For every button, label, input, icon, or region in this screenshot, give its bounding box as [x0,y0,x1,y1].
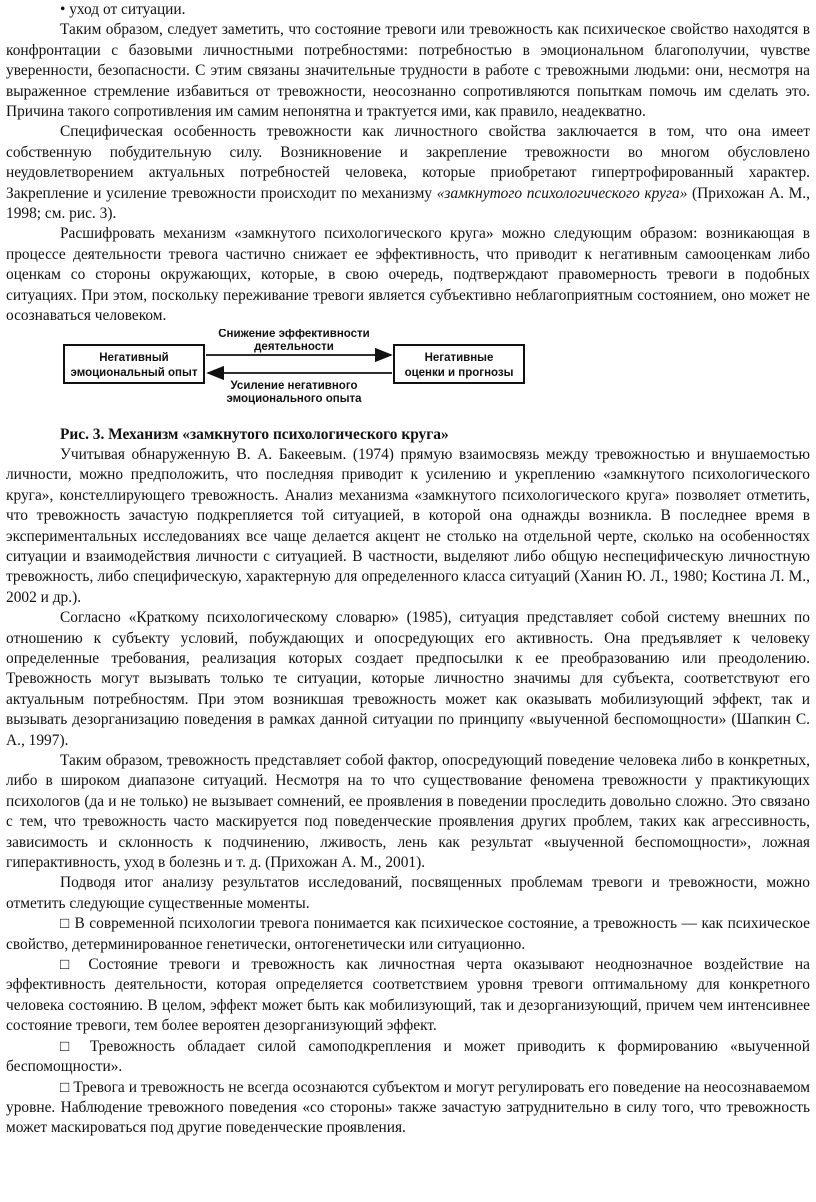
body-text [6,0,810,1139]
top-arrow-label-2: деятельности [254,340,334,353]
list-item: □ Тревожность обладает силой самоподкрепления и может приводить к формированию «выученной беспомощности». [6,1037,810,1076]
paragraph [6,122,810,224]
list-item: □ Состояние тревоги и тревожность как личностная черта оказывают неоднозначное воздействие на эффективность деятельности, которая определяется соответствием уровня тревоги оптимальному для конкретного человека состоянию. В целом, эффект может быть как мобилизующий, так и дезорганизующий, причем чем интенсивнее состояние тревоги, тем более вероятен дезорганизующий эффект. [6,956,810,1035]
paragraph: Таким образом, следует заметить, что состояние тревоги или тревожность как психическое свойство находятся в конфронтации с базовыми личностными потребностями: потребностью в эмоциональном благополучии, чувстве уверенности, безопасности. С этим связаны значительные трудности в работе с тревожными людьми: они, несмотря на выраженное стремление избавиться от тревожности, неосознанно сопротивляются попыткам помочь им сделать это. Причина такого сопротивления им самим непонятна и трактуется ими, как правило, неадекватно. [6,21,810,121]
bullet-item: • уход от ситуации. [60,1,186,18]
italic-term: «замкнутого психологического круга» [436,184,688,202]
paragraph: Согласно «Краткому психологическому словарю» (1985), ситуация представляет собой систему внешних по отношению к субъекту условий, побуждающих и опосредующих его активность. Она предъявляет к человеку определенные требования, реализация которых создает предпосылки к ее преобразованию или преодолению. Тревожность могут вызывать только те ситуации, которые личностно значимы для субъекта, соответствуют его актуальным потребностям. При этом возникшая тревожность может как оказывать мобилизующий эффект, так и вызывать дезорганизацию поведения в рамках данной ситуации по принципу «выученной беспомощности» (Шапкин С. А., 1997). [6,609,810,749]
paragraph: Таким образом, тревожность представляет собой фактор, опосредующий поведение человека либо в конкретных, либо в широком диапазоне ситуаций. Несмотря на то что существование феномена тревожности у практикующих психологов (да и не только) не вызывает сомнений, ее проявления в поведении проследить довольно сложно. Это связано с тем, что тревожность часто маскируется под поведенческие проявления других проблем, таких как агрессивность, зависимость и склонность к подчинению, лживость, лень как результат «выученной беспомощности», ложная гиперактивность, уход в болезнь и т. д. (Прихожан А. М., 2001). [6,752,810,872]
figure-diagram [6,329,810,425]
paragraph: Подводя итог анализу результатов исследований, посвященных проблемам тревоги и тревожности, можно отметить следующие существенные моменты. [6,874,810,912]
paragraph: Учитывая обнаруженную В. А. Бакеевым. (1974) прямую взаимосвязь между тревожностью и внушаемостью личности, можно предположить, что последняя приводит к усилению и укреплению «замкнутого психологического круга», констеллирующего тревожность. Анализ механизма «замкнутого психологического круга» позволяет отметить, что тревожность зачастую подкрепляется той ситуацией, в которой она однажды возникла. В последнее время в экспериментальных исследованиях все чаще делается акцент не столько на отдельной черте, сколько на особенностях ситуации и взаимодействия личности с ситуацией. В частности, выделяют либо общую неспецифическую личностную тревожность, либо специфическую, характерную для определенного класса ситуаций (Ханин Ю. Л., 1980; Костина Л. М., 2002 и др.). [6,445,810,606]
bottom-arrow-label-1: Усиление негативного [230,379,358,392]
figure-caption: Рис. 3. Механизм «замкнутого психологического круга» [60,425,449,443]
paragraph: Расшифровать механизм «замкнутого психологического круга» можно следующим образом: возникающая в процессе деятельности тревога частично снижает ее эффективность, что приводит к негативным самооценкам либо оценкам со стороны окружающих, которые, в свою очередь, подтверждают правомерность тревоги в подобных ситуациях. При этом, поскольку переживание тревоги является субъективно неблагоприятным состоянием, оно может не осознаваться человеком. [6,225,810,325]
list-item: □ В современной психологии тревога понимается как психическое состояние, а тревожность — как психическое свойство, детерминированное генетически, онтогенетически или ситуационно. [6,915,810,953]
paragraph-text: Специфическая особенность тревожности как личностного свойства заключается в том, что она имеет собственную побудительную силу. Возникновение и закрепление тревожности во многом обусловлено неудовлетворением актуальных потребностей человека, которые приобретают гипертрофированный характер. Закрепление и усиление тревожности происходит по механизму [6,123,810,202]
left-box-line-1: Негативный [99,351,169,364]
paragraph-text: (Прихожан А. М., 1998; см. рис. 3). [6,184,810,223]
closed-circle-diagram [58,329,528,425]
left-box-line-2: эмоциональный опыт [70,366,198,379]
bottom-arrow-label-2: эмоционального опыта [226,392,362,405]
right-box-line-2: оценки и прогнозы [404,366,514,379]
top-arrow-label-1: Снижение эффективности [218,328,370,340]
list-item: □ Тревога и тревожность не всегда осознаются субъектом и могут регулировать его поведение на неосознаваемом уровне. Наблюдение тревожного поведения «со стороны» также зачастую затруднительно в силу того, что тревожность может маскироваться под другие поведенческие проявления. [6,1078,810,1137]
right-box-line-1: Негативные [424,351,494,364]
